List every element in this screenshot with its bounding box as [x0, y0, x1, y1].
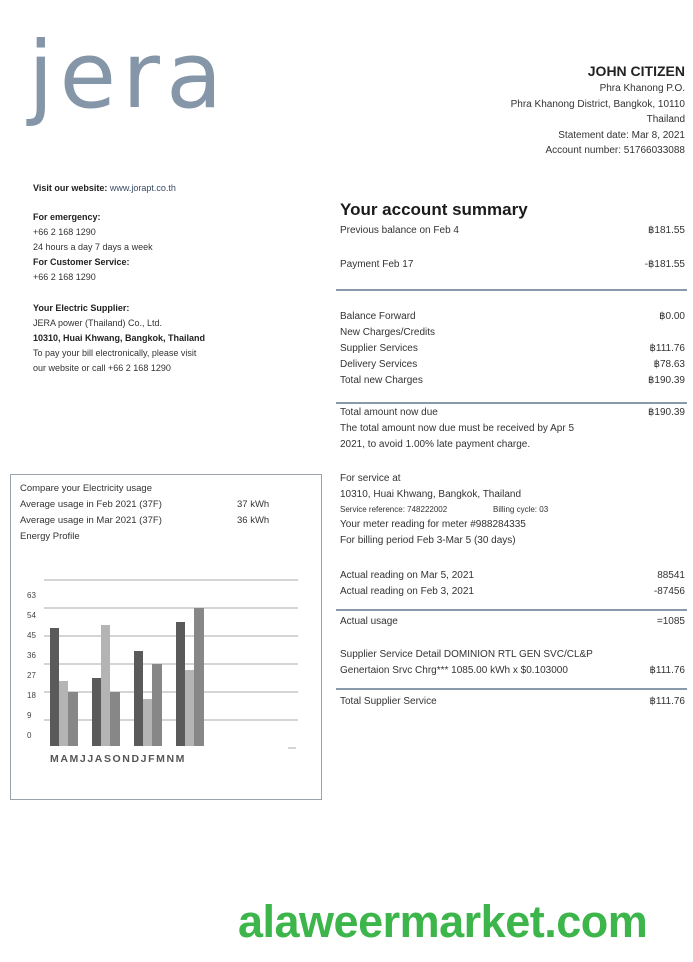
billing-cycle: Billing cycle: 03 [493, 505, 549, 514]
address-line-1: Phra Khanong P.O. [599, 83, 685, 94]
supplier-detail-line-1: Supplier Service Detail DOMINION RTL GEN SVC/CL&P [340, 649, 593, 660]
y-tick-label: 27 [27, 671, 36, 680]
customer-name: JOHN CITIZEN [587, 63, 685, 79]
bar-series2-group2 [101, 625, 110, 746]
balance-forward-label: Balance Forward [340, 311, 416, 322]
total-due-block [340, 405, 685, 453]
generation-charge-value: ฿111.76 [649, 665, 685, 676]
statement-date: Statement date: Mar 8, 2021 [558, 129, 685, 141]
bar-series2-group3 [143, 699, 152, 746]
y-tick-label: 18 [27, 691, 36, 700]
pay-line-1: To pay your bill electronically, please visit [33, 348, 197, 358]
y-tick-label: 36 [27, 651, 36, 660]
reading-feb-label: Actual reading on Feb 3, 2021 [340, 586, 474, 597]
y-tick-label: 9 [27, 711, 32, 720]
y-tick-label: 0 [27, 731, 32, 740]
bar-series1-group1 [50, 628, 59, 746]
customer-service-label: For Customer Service: [33, 257, 130, 267]
contact-block [33, 210, 153, 285]
bar-series2-group4 [185, 670, 194, 746]
address-line-3: Thailand [646, 114, 685, 125]
usage-comparison-header [20, 481, 290, 545]
divider [336, 402, 687, 404]
payment-label: Payment Feb 17 [340, 259, 414, 270]
bar-series1-group3 [134, 651, 143, 746]
gridline [44, 579, 298, 581]
customer-service-phone: +66 2 168 1290 [33, 272, 96, 282]
emergency-label: For emergency: [33, 212, 101, 222]
mar-usage-value: 36 kWh [237, 515, 270, 526]
usage-label: Actual usage [340, 616, 398, 627]
generation-charge-label: Genertaion Srvc Chrg*** 1085.00 kWh x $0.103000 [340, 665, 568, 676]
supplier-services-label: Supplier Services [340, 343, 418, 354]
emergency-hours: 24 hours a day 7 days a week [33, 242, 153, 252]
usage-box-title: Compare your Electricity usage [20, 483, 152, 494]
x-axis-labels: MAMJJASONDJFMNM [50, 753, 187, 765]
bar-series3-group4 [194, 608, 204, 746]
payment-row [340, 257, 685, 273]
gridline [44, 635, 298, 637]
supplier-block [33, 301, 205, 376]
due-note-2: 2021, to avoid 1.00% late payment charge. [340, 439, 531, 450]
total-due-label: Total amount now due [340, 407, 438, 418]
feb-usage-label: Average usage in Feb 2021 (37F) [20, 499, 162, 510]
reading-mar-label: Actual reading on Mar 5, 2021 [340, 570, 474, 581]
reading-feb-value: -87456 [653, 586, 685, 597]
usage-value: =1085 [656, 616, 685, 627]
delivery-services-value: ฿78.63 [653, 359, 685, 370]
supplier-name: JERA power (Thailand) Co., Ltd. [33, 318, 163, 328]
website-link[interactable]: www.jorapt.co.th [109, 183, 176, 193]
total-supplier-value: ฿111.76 [649, 696, 685, 707]
website-line [33, 181, 176, 196]
bar-series3-group3 [152, 664, 162, 746]
service-reference: Service reference: 748222002 [340, 505, 448, 514]
y-tick-label: 63 [27, 591, 36, 600]
total-supplier-row [340, 694, 685, 710]
divider [336, 289, 687, 291]
divider [336, 688, 687, 690]
service-label: For service at [340, 473, 401, 484]
address-line-2: Phra Khanong District, Bangkok, 10110 [510, 98, 685, 110]
customer-header [511, 62, 685, 159]
previous-balance-value: ฿181.55 [648, 225, 685, 236]
total-new-charges-label: Total new Charges [340, 375, 423, 386]
balance-forward-value: ฿0.00 [659, 311, 685, 322]
payment-value: -฿181.55 [644, 259, 685, 270]
bar-series3-group2 [110, 692, 120, 746]
gridline [44, 691, 298, 693]
previous-balance-row [340, 223, 685, 239]
energy-profile-label: Energy Profile [20, 531, 80, 542]
usage-row [340, 614, 685, 630]
supplier-address: 10310, Huai Khwang, Bangkok, Thailand [33, 333, 206, 343]
meter-reading: Your meter reading for meter #988284335 [340, 519, 526, 530]
account-summary-title: Your account summary [340, 200, 528, 219]
pay-line-2: our website or call +66 2 168 1290 [33, 363, 171, 373]
bar-series3-group1 [68, 692, 78, 746]
website-label: Visit our website: [33, 183, 108, 193]
y-tick-label: 54 [27, 611, 36, 620]
supplier-detail-block [340, 647, 685, 679]
account-number: Account number: 51766033088 [545, 145, 685, 156]
bar-series2-group1 [59, 681, 68, 746]
delivery-services-label: Delivery Services [340, 359, 418, 370]
watermark: alaweermarket.com [238, 896, 648, 947]
divider [336, 609, 687, 611]
gridline [44, 719, 298, 721]
gridline [44, 607, 298, 609]
service-block [340, 471, 685, 549]
total-supplier-label: Total Supplier Service [340, 696, 437, 707]
readings-block [340, 568, 685, 600]
axis-tick [288, 747, 296, 749]
billing-period: For billing period Feb 3-Mar 5 (30 days) [340, 535, 516, 546]
emergency-phone: +66 2 168 1290 [33, 227, 96, 237]
feb-usage-value: 37 kWh [237, 499, 270, 510]
total-new-charges-value: ฿190.39 [648, 375, 685, 386]
gridline [44, 663, 298, 665]
mar-usage-label: Average usage in Mar 2021 (37F) [20, 515, 162, 526]
charges-block [340, 309, 685, 389]
reading-mar-value: 88541 [657, 570, 685, 581]
jera-logo: jera [28, 22, 229, 129]
y-tick-label: 45 [27, 631, 36, 640]
previous-balance-label: Previous balance on Feb 4 [340, 225, 459, 236]
bar-series1-group4 [176, 622, 185, 746]
service-address: 10310, Huai Khwang, Bangkok, Thailand [340, 489, 522, 500]
bar-series1-group2 [92, 678, 101, 746]
new-charges-label: New Charges/Credits [340, 327, 436, 338]
total-due-value: ฿190.39 [648, 407, 685, 418]
supplier-services-value: ฿111.76 [649, 343, 685, 354]
supplier-label: Your Electric Supplier: [33, 303, 130, 313]
due-note-1: The total amount now due must be received by Apr 5 [340, 423, 575, 434]
